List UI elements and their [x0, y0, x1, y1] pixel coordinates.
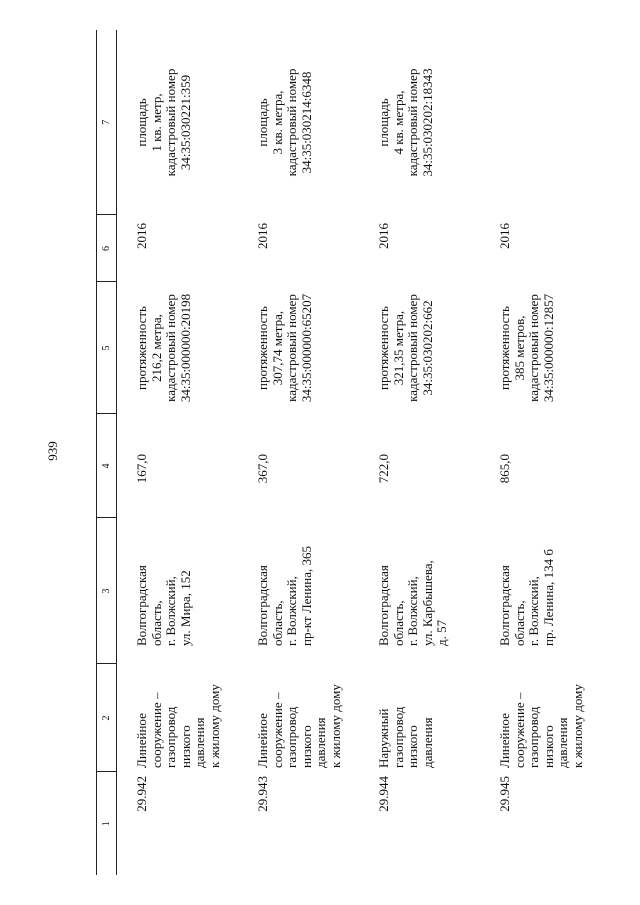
column-header: 3 [97, 518, 117, 664]
land-plot [480, 30, 601, 215]
object-name: Линейное сооружение – газопровод низкого давления к жилому дому [134, 684, 222, 768]
object-description: протяженность 385 метров, кадастровый номер 34:35:000000:12857 [497, 293, 556, 403]
object-year: 2016 [134, 223, 149, 249]
table-row [480, 30, 601, 875]
row-number: 29.945 [497, 776, 512, 812]
object-address: Волгоградская область, г. Волжский, ул. Мира, 152 [134, 565, 193, 646]
row-number: 29.943 [255, 776, 270, 812]
table-row [117, 30, 239, 875]
column-header: 5 [97, 282, 117, 414]
object-address: Волгоградская область, г. Волжский, пр-кт Ленина, 365 [255, 545, 314, 646]
object-description: протяженность 321,35 метра, кадастровый номер 34:35:030202:662 [376, 294, 435, 402]
object-year: 2016 [376, 223, 391, 249]
object-address: Волгоградская область, г. Волжский, пр. Ленина, 134 б [497, 549, 556, 646]
column-header: 2 [97, 664, 117, 772]
column-header: 7 [97, 30, 117, 215]
object-value: 865,0 [497, 454, 512, 484]
object-name: Линейное сооружение – газопровод низкого давления к жилому дому [497, 684, 585, 768]
object-value: 167,0 [134, 454, 149, 484]
column-header: 4 [97, 414, 117, 518]
row-number: 29.942 [134, 776, 149, 812]
row-number: 29.944 [376, 776, 391, 812]
object-year: 2016 [497, 223, 512, 249]
object-value: 722,0 [376, 454, 391, 484]
table-row [359, 30, 480, 875]
page-number: 939 [45, 441, 60, 461]
property-table [96, 30, 601, 875]
object-description: протяженность 216,2 метра, кадастровый номер 34:35:000000:20198 [134, 293, 193, 403]
column-header: 6 [97, 215, 117, 282]
object-name: Наружный газопровод низкого давления [376, 706, 435, 768]
table-row [238, 30, 359, 875]
rotated-page [96, 30, 616, 875]
land-plot: площадь 4 кв. метра, кадастровый номер 34:35:030202:18343 [376, 68, 435, 177]
land-plot: площадь 3 кв. метра, кадастровый номер 34:35:030214:6348 [255, 68, 314, 177]
object-value: 367,0 [255, 454, 270, 484]
object-description: протяженность 307,74 метра, кадастровый номер 34:35:000000:65207 [255, 293, 314, 403]
land-plot: площадь 1 кв. метр, кадастровый номер 34:35:030221:359 [134, 68, 193, 177]
object-address: Волгоградская область, г. Волжский, ул. Карбышева, д. 57 [376, 560, 449, 646]
object-name: Линейное сооружение – газопровод низкого давления к жилому дому [255, 684, 343, 768]
column-header: 1 [97, 772, 117, 875]
header-row [97, 30, 117, 875]
object-year: 2016 [255, 223, 270, 249]
